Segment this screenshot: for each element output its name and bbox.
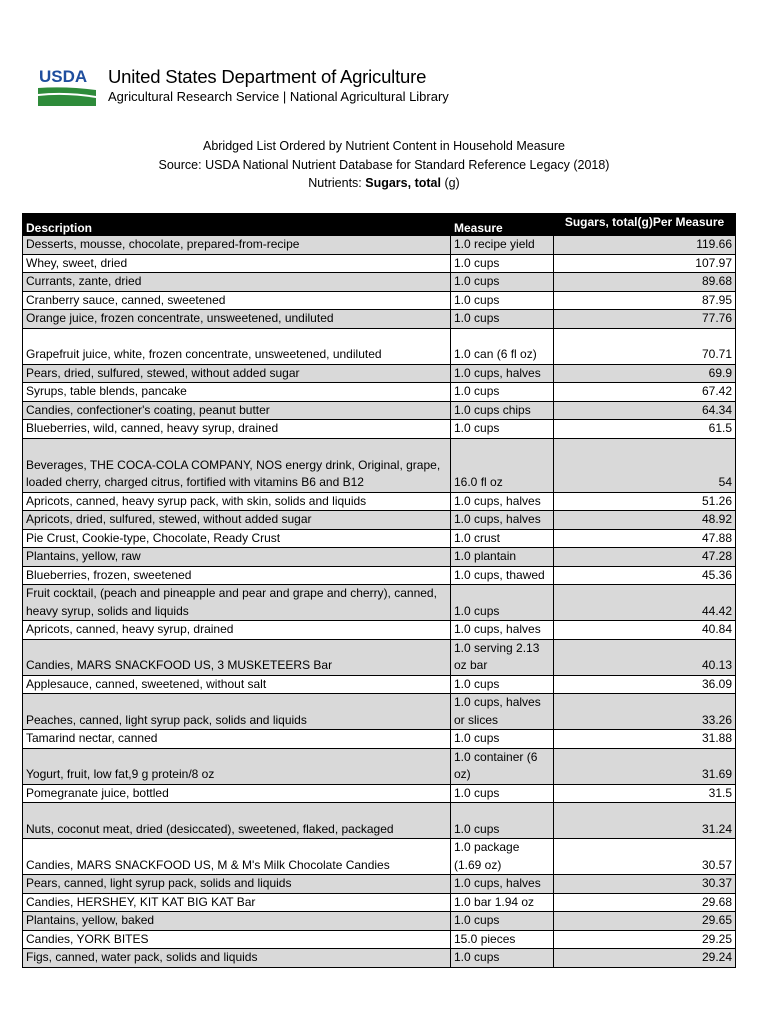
- cell-measure: 1.0 cups: [451, 585, 554, 621]
- cell-sugars-value: 67.42: [554, 383, 736, 402]
- cell-sugars-value: 119.66: [554, 236, 736, 255]
- table-row: [23, 875, 736, 894]
- cell-measure: 1.0 cups: [451, 383, 554, 402]
- table-row: [23, 328, 736, 364]
- cell-measure: 1.0 cups, halves: [451, 492, 554, 511]
- cell-measure: 1.0 cups, halves: [451, 875, 554, 894]
- cell-description: Whey, sweet, dried: [23, 254, 451, 273]
- table-row: [23, 839, 736, 875]
- cell-sugars-value: 89.68: [554, 273, 736, 292]
- usda-header: [38, 64, 518, 108]
- cell-measure: 1.0 cups: [451, 291, 554, 310]
- cell-measure: 1.0 can (6 fl oz): [451, 328, 554, 364]
- cell-measure: 16.0 fl oz: [451, 438, 554, 492]
- table-row: [23, 548, 736, 567]
- cell-sugars-value: 51.26: [554, 492, 736, 511]
- cell-measure: 1.0 package (1.69 oz): [451, 839, 554, 875]
- cell-description: Currants, zante, dried: [23, 273, 451, 292]
- cell-sugars-value: 30.37: [554, 875, 736, 894]
- cell-description: Syrups, table blends, pancake: [23, 383, 451, 402]
- cell-measure: 1.0 plantain: [451, 548, 554, 567]
- cell-description: Peaches, canned, light syrup pack, solids and liquids: [23, 694, 451, 730]
- column-header-measure: Measure: [451, 214, 554, 236]
- cell-description: Candies, confectioner's coating, peanut butter: [23, 401, 451, 420]
- cell-measure: 1.0 recipe yield: [451, 236, 554, 255]
- cell-description: Fruit cocktail, (peach and pineapple and pear and grape and cherry), canned, heavy syrup, solids and liquids: [23, 585, 451, 621]
- cell-description: Pears, dried, sulfured, stewed, without added sugar: [23, 364, 451, 383]
- cell-description: Apricots, canned, heavy syrup pack, with skin, solids and liquids: [23, 492, 451, 511]
- cell-sugars-value: 44.42: [554, 585, 736, 621]
- cell-measure: 1.0 cups, halves: [451, 364, 554, 383]
- cell-sugars-value: 47.28: [554, 548, 736, 567]
- table-row: [23, 730, 736, 749]
- service-name: Agricultural Research Service | National Agricultural Library: [108, 89, 449, 104]
- table-row: [23, 585, 736, 621]
- agency-name: United States Department of Agriculture: [108, 66, 427, 87]
- cell-sugars-value: 30.57: [554, 839, 736, 875]
- report-source: Source: USDA National Nutrient Database for Standard Reference Legacy (2018): [158, 157, 610, 172]
- table-row: [23, 383, 736, 402]
- table-row: [23, 420, 736, 439]
- cell-measure: 15.0 pieces: [451, 930, 554, 949]
- cell-sugars-value: 107.97: [554, 254, 736, 273]
- cell-sugars-value: 47.88: [554, 529, 736, 548]
- table-row: [23, 566, 736, 585]
- cell-sugars-value: 87.95: [554, 291, 736, 310]
- cell-description: Figs, canned, water pack, solids and liquids: [23, 949, 451, 968]
- cell-measure: 1.0 cups: [451, 675, 554, 694]
- cell-description: Apricots, canned, heavy syrup, drained: [23, 621, 451, 640]
- table-row: [23, 364, 736, 383]
- cell-description: Pie Crust, Cookie-type, Chocolate, Ready Crust: [23, 529, 451, 548]
- table-row: [23, 621, 736, 640]
- table-row: [23, 511, 736, 530]
- cell-description: Candies, HERSHEY, KIT KAT BIG KAT Bar: [23, 893, 451, 912]
- cell-sugars-value: 61.5: [554, 420, 736, 439]
- cell-measure: 1.0 serving 2.13 oz bar: [451, 639, 554, 675]
- cell-sugars-value: 40.13: [554, 639, 736, 675]
- cell-sugars-value: 29.65: [554, 912, 736, 931]
- cell-description: Apricots, dried, sulfured, stewed, without added sugar: [23, 511, 451, 530]
- usda-logo-text: USDA: [39, 67, 88, 86]
- cell-description: Orange juice, frozen concentrate, unsweetened, undiluted: [23, 310, 451, 329]
- table-body: [23, 236, 736, 968]
- cell-description: Tamarind nectar, canned: [23, 730, 451, 749]
- column-header-sugars: Sugars, total(g)Per Measure: [554, 214, 736, 236]
- cell-description: Grapefruit juice, white, frozen concentrate, unsweetened, undiluted: [23, 328, 451, 364]
- cell-description: Candies, MARS SNACKFOOD US, M & M's Milk Chocolate Candies: [23, 839, 451, 875]
- table-row: [23, 310, 736, 329]
- cell-sugars-value: 77.76: [554, 310, 736, 329]
- cell-sugars-value: 54: [554, 438, 736, 492]
- usda-logo: [38, 66, 96, 106]
- cell-description: Pomegranate juice, bottled: [23, 784, 451, 803]
- cell-description: Desserts, mousse, chocolate, prepared-from-recipe: [23, 236, 451, 255]
- cell-description: Pears, canned, light syrup pack, solids and liquids: [23, 875, 451, 894]
- column-header-description: Description: [23, 214, 451, 236]
- table-row: [23, 930, 736, 949]
- cell-measure: 1.0 cups: [451, 420, 554, 439]
- report-title: Abridged List Ordered by Nutrient Content in Household Measure: [202, 139, 565, 153]
- cell-sugars-value: 36.09: [554, 675, 736, 694]
- cell-sugars-value: 29.25: [554, 930, 736, 949]
- table-row: [23, 949, 736, 968]
- cell-measure: 1.0 cups: [451, 730, 554, 749]
- table-row: [23, 254, 736, 273]
- cell-sugars-value: 31.24: [554, 803, 736, 839]
- cell-measure: 1.0 cups: [451, 310, 554, 329]
- table-row: [23, 675, 736, 694]
- cell-sugars-value: 70.71: [554, 328, 736, 364]
- cell-sugars-value: 29.24: [554, 949, 736, 968]
- table-row: [23, 438, 736, 492]
- cell-description: Candies, MARS SNACKFOOD US, 3 MUSKETEERS Bar: [23, 639, 451, 675]
- cell-description: Plantains, yellow, baked: [23, 912, 451, 931]
- cell-measure: 1.0 cups, halves: [451, 511, 554, 530]
- cell-measure: 1.0 cups, thawed: [451, 566, 554, 585]
- table-header-row: [23, 214, 736, 236]
- cell-description: Candies, YORK BITES: [23, 930, 451, 949]
- table-row: [23, 748, 736, 784]
- cell-description: Beverages, THE COCA-COLA COMPANY, NOS energy drink, Original, grape, loaded cherry, charged citrus, fortified with vitamins B6 and B12: [23, 438, 451, 492]
- cell-description: Applesauce, canned, sweetened, without salt: [23, 675, 451, 694]
- report-nutrients: Nutrients: Sugars, total (g): [308, 176, 460, 190]
- table-row: [23, 784, 736, 803]
- cell-sugars-value: 45.36: [554, 566, 736, 585]
- table-row: [23, 236, 736, 255]
- report-titles: [0, 137, 768, 193]
- cell-sugars-value: 31.5: [554, 784, 736, 803]
- cell-measure: 1.0 container (6 oz): [451, 748, 554, 784]
- cell-description: Cranberry sauce, canned, sweetened: [23, 291, 451, 310]
- table-row: [23, 273, 736, 292]
- table-row: [23, 291, 736, 310]
- cell-measure: 1.0 cups: [451, 912, 554, 931]
- table-row: [23, 893, 736, 912]
- cell-sugars-value: 33.26: [554, 694, 736, 730]
- table-row: [23, 529, 736, 548]
- cell-description: Yogurt, fruit, low fat,9 g protein/8 oz: [23, 748, 451, 784]
- cell-measure: 1.0 cups: [451, 254, 554, 273]
- cell-measure: 1.0 cups: [451, 784, 554, 803]
- cell-measure: 1.0 cups, halves: [451, 621, 554, 640]
- cell-sugars-value: 40.84: [554, 621, 736, 640]
- cell-measure: 1.0 cups: [451, 803, 554, 839]
- cell-measure: 1.0 crust: [451, 529, 554, 548]
- cell-description: Blueberries, wild, canned, heavy syrup, drained: [23, 420, 451, 439]
- cell-measure: 1.0 cups, halves or slices: [451, 694, 554, 730]
- table-row: [23, 639, 736, 675]
- table-row: [23, 492, 736, 511]
- cell-sugars-value: 31.88: [554, 730, 736, 749]
- cell-description: Blueberries, frozen, sweetened: [23, 566, 451, 585]
- cell-measure: 1.0 cups: [451, 949, 554, 968]
- cell-description: Nuts, coconut meat, dried (desiccated), sweetened, flaked, packaged: [23, 803, 451, 839]
- cell-sugars-value: 48.92: [554, 511, 736, 530]
- cell-description: Plantains, yellow, raw: [23, 548, 451, 567]
- cell-measure: 1.0 cups chips: [451, 401, 554, 420]
- cell-measure: 1.0 bar 1.94 oz: [451, 893, 554, 912]
- cell-sugars-value: 69.9: [554, 364, 736, 383]
- table-row: [23, 912, 736, 931]
- cell-sugars-value: 29.68: [554, 893, 736, 912]
- table-row: [23, 803, 736, 839]
- nutrient-table: [22, 213, 736, 968]
- table-row: [23, 694, 736, 730]
- cell-sugars-value: 31.69: [554, 748, 736, 784]
- cell-measure: 1.0 cups: [451, 273, 554, 292]
- cell-sugars-value: 64.34: [554, 401, 736, 420]
- table-row: [23, 401, 736, 420]
